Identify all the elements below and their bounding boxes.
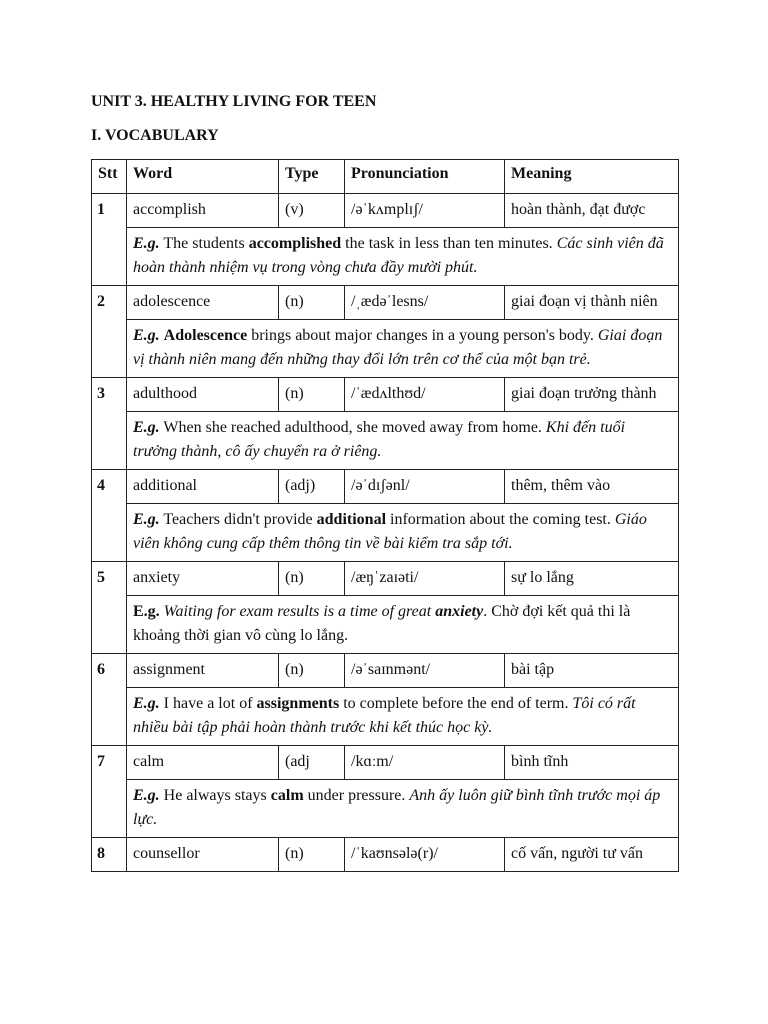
type-cell: (v) [279, 194, 345, 228]
type-cell: (n) [279, 654, 345, 688]
header-word: Word [127, 160, 279, 194]
table-row [92, 562, 679, 596]
table-row [92, 470, 679, 504]
example-translation: Anh ấy luôn giữ bình tĩnh trước mọi áp lực. [133, 787, 661, 828]
example-row [92, 228, 679, 286]
table-row [92, 838, 679, 872]
example-row [92, 320, 679, 378]
example-cell [127, 688, 679, 746]
unit-title: UNIT 3. HEALTHY LIVING FOR TEEN [91, 93, 377, 110]
word-cell: accomplish [127, 194, 279, 228]
example-keyword: calm [270, 787, 304, 804]
meaning-cell: hoàn thành, đạt được [505, 194, 679, 228]
header-stt: Stt [92, 160, 127, 194]
word-cell: additional [127, 470, 279, 504]
example-label: E.g. [133, 603, 160, 620]
table-row [92, 378, 679, 412]
example-text: brings about major changes in a young person's body. [247, 327, 598, 344]
example-row [92, 504, 679, 562]
example-keyword: anxiety [435, 603, 484, 620]
type-cell: (adj) [279, 470, 345, 504]
example-keyword: assignments [256, 695, 340, 712]
example-row [92, 688, 679, 746]
pronunciation-cell: /əˈdɪʃənl/ [345, 470, 505, 504]
word-cell: assignment [127, 654, 279, 688]
example-translation: Tôi có rất nhiều bài tập phải hoàn thành trước khi kết thúc học kỳ. [133, 695, 636, 736]
example-label: E.g. [133, 787, 160, 804]
example-keyword: Adolescence [163, 327, 248, 344]
example-text: The students [159, 235, 249, 252]
word-cell: anxiety [127, 562, 279, 596]
example-text: Waiting for exam results is a time of great [159, 603, 436, 620]
meaning-cell: sự lo lắng [505, 562, 679, 596]
example-translation: . Chờ đợi kết quả thi là khoảng thời gian vô cùng lo lắng. [133, 603, 631, 644]
example-cell [127, 228, 679, 286]
section-heading: I. VOCABULARY [91, 127, 219, 144]
word-cell: counsellor [127, 838, 279, 872]
example-keyword: additional [316, 511, 387, 528]
pronunciation-cell: /æŋˈzaɪəti/ [345, 562, 505, 596]
type-cell: (n) [279, 378, 345, 412]
meaning-cell: giai đoạn vị thành niên [505, 286, 679, 320]
example-cell [127, 504, 679, 562]
pronunciation-cell: /ˈkaʊnsələ(r)/ [345, 838, 505, 872]
example-translation: Các sinh viên đã hoàn thành nhiệm vụ trong vòng chưa đầy mười phút. [133, 235, 664, 276]
example-row [92, 780, 679, 838]
example-text: information about the coming test. [386, 511, 615, 528]
row-number: 4 [92, 470, 127, 562]
word-cell: adulthood [127, 378, 279, 412]
word-cell: adolescence [127, 286, 279, 320]
header-type: Type [279, 160, 345, 194]
example-translation: Giáo viên không cung cấp thêm thông tin về bài kiểm tra sắp tới. [133, 511, 647, 552]
example-row [92, 412, 679, 470]
row-number: 5 [92, 562, 127, 654]
table-row [92, 194, 679, 228]
row-number: 1 [92, 194, 127, 286]
example-text: Teachers didn't provide [159, 511, 317, 528]
meaning-cell: thêm, thêm vào [505, 470, 679, 504]
pronunciation-cell: /kɑːm/ [345, 746, 505, 780]
example-text: under pressure. [303, 787, 410, 804]
example-keyword: accomplished [248, 235, 342, 252]
pronunciation-cell: /ˌædəˈlesns/ [345, 286, 505, 320]
type-cell: (n) [279, 562, 345, 596]
example-cell [127, 320, 679, 378]
example-translation: Khi đến tuổi trưởng thành, cô ấy chuyển ra ở riêng. [133, 419, 626, 460]
type-cell: (adj [279, 746, 345, 780]
pronunciation-cell: /ˈædʌlthʊd/ [345, 378, 505, 412]
meaning-cell: cố vấn, người tư vấn [505, 838, 679, 872]
example-cell [127, 412, 679, 470]
row-number: 3 [92, 378, 127, 470]
row-number: 2 [92, 286, 127, 378]
table-row [92, 654, 679, 688]
example-cell [127, 780, 679, 838]
header-meaning: Meaning [505, 160, 679, 194]
word-cell: calm [127, 746, 279, 780]
row-number: 6 [92, 654, 127, 746]
table-row [92, 286, 679, 320]
meaning-cell: bài tập [505, 654, 679, 688]
pronunciation-cell: /əˈsaɪnmənt/ [345, 654, 505, 688]
example-row [92, 596, 679, 654]
example-label: E.g. [133, 511, 160, 528]
example-label: E.g. [133, 235, 160, 252]
row-number: 8 [92, 838, 127, 872]
document-page [91, 92, 677, 872]
example-cell [127, 596, 679, 654]
table-row [92, 746, 679, 780]
example-label: E.g. [133, 419, 160, 436]
row-number: 7 [92, 746, 127, 838]
meaning-cell: giai đoạn trưởng thành [505, 378, 679, 412]
example-translation: Giai đoạn vị thành niên mang đến những thay đổi lớn trên cơ thể của một bạn trẻ. [133, 327, 663, 368]
example-text: He always stays [159, 787, 271, 804]
table-header-row [92, 160, 679, 194]
example-text: the task in less than ten minutes. [341, 235, 557, 252]
header-pronunciation: Pronunciation [345, 160, 505, 194]
vocabulary-table [91, 159, 679, 872]
pronunciation-cell: /əˈkʌmplɪʃ/ [345, 194, 505, 228]
example-text: When she reached adulthood, she moved away from home. [159, 419, 546, 436]
example-label: E.g. [133, 695, 160, 712]
meaning-cell: bình tĩnh [505, 746, 679, 780]
example-text: I have a lot of [159, 695, 257, 712]
example-text: to complete before the end of term. [339, 695, 573, 712]
type-cell: (n) [279, 838, 345, 872]
type-cell: (n) [279, 286, 345, 320]
example-label: E.g. [133, 327, 160, 344]
